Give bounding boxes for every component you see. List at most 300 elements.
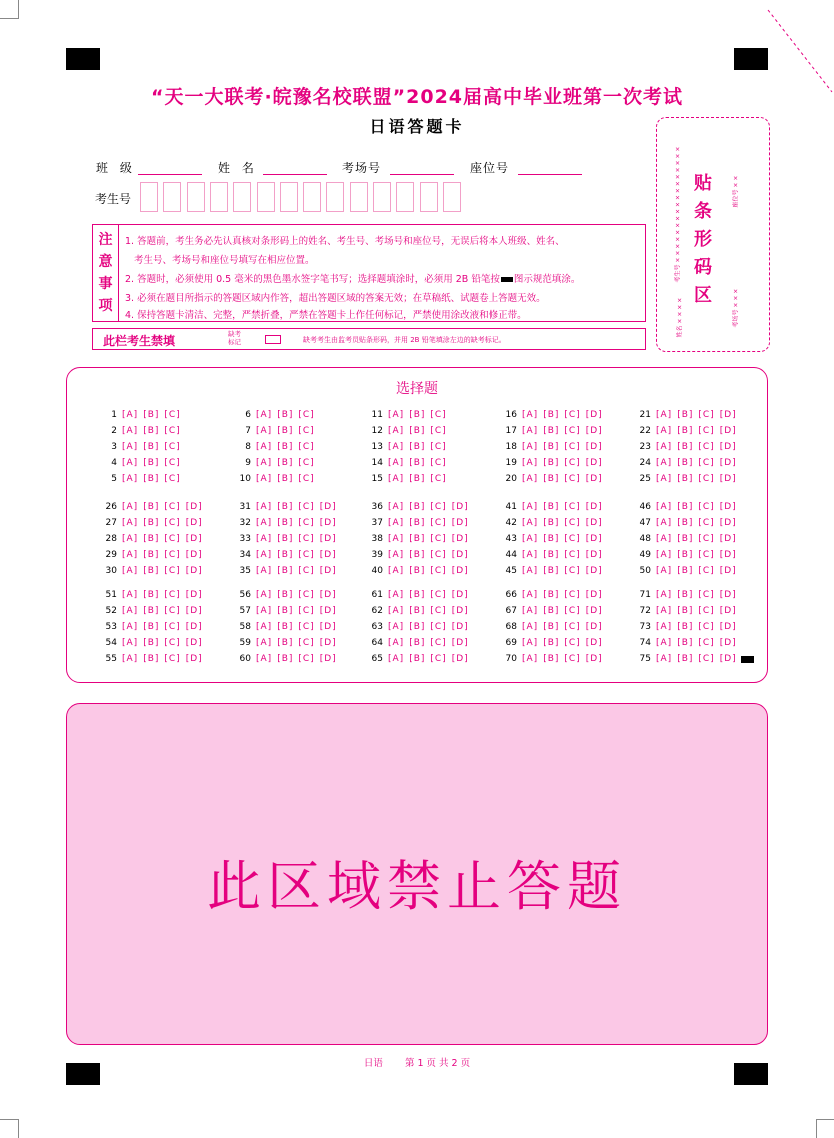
answer-bubble[interactable]: [A] (256, 442, 273, 452)
answer-bubble[interactable]: [B] (409, 502, 426, 512)
answer-bubble[interactable]: [B] (543, 426, 560, 436)
answer-bubble[interactable]: [D] (719, 426, 737, 436)
answer-bubble[interactable]: [B] (677, 606, 694, 616)
answer-bubble[interactable]: [D] (451, 654, 469, 664)
answer-bubble[interactable]: [B] (677, 654, 694, 664)
answer-bubble[interactable]: [B] (277, 502, 294, 512)
answer-bubble[interactable]: [A] (256, 534, 273, 544)
answer-bubble[interactable]: [D] (185, 566, 203, 576)
student-id-box[interactable] (187, 182, 205, 212)
answer-bubble[interactable]: [C] (564, 622, 581, 632)
answer-bubble[interactable]: [B] (277, 534, 294, 544)
answer-bubble[interactable]: [A] (388, 622, 405, 632)
answer-bubble[interactable]: [A] (656, 654, 673, 664)
answer-bubble[interactable]: [D] (185, 606, 203, 616)
student-id-box[interactable] (396, 182, 414, 212)
answer-bubble[interactable]: [C] (430, 638, 447, 648)
answer-bubble[interactable]: [D] (585, 474, 603, 484)
answer-bubble[interactable]: [A] (388, 606, 405, 616)
answer-bubble[interactable]: [D] (319, 518, 337, 528)
answer-bubble[interactable]: [C] (164, 426, 181, 436)
student-id-box[interactable] (350, 182, 368, 212)
answer-bubble[interactable]: [A] (656, 566, 673, 576)
answer-bubble[interactable]: [B] (143, 534, 160, 544)
answer-bubble[interactable]: [C] (430, 410, 447, 420)
answer-bubble[interactable]: [B] (677, 566, 694, 576)
answer-bubble[interactable]: [C] (298, 606, 315, 616)
answer-bubble[interactable]: [B] (277, 622, 294, 632)
answer-bubble[interactable]: [A] (656, 410, 673, 420)
answer-bubble[interactable]: [C] (564, 502, 581, 512)
answer-bubble[interactable]: [C] (164, 458, 181, 468)
answer-bubble[interactable]: [C] (698, 502, 715, 512)
answer-bubble[interactable]: [B] (277, 638, 294, 648)
answer-bubble[interactable]: [D] (585, 550, 603, 560)
answer-bubble[interactable]: [D] (451, 622, 469, 632)
answer-bubble[interactable]: [D] (585, 410, 603, 420)
answer-bubble[interactable]: [D] (319, 534, 337, 544)
answer-bubble[interactable]: [C] (164, 566, 181, 576)
answer-bubble[interactable]: [A] (122, 442, 139, 452)
answer-bubble[interactable]: [A] (122, 518, 139, 528)
answer-bubble[interactable]: [B] (543, 606, 560, 616)
student-id-box[interactable] (443, 182, 461, 212)
answer-bubble[interactable]: [C] (298, 474, 315, 484)
answer-bubble[interactable]: [D] (719, 566, 737, 576)
answer-bubble[interactable]: [C] (698, 550, 715, 560)
answer-bubble[interactable]: [C] (698, 458, 715, 468)
answer-bubble[interactable]: [C] (564, 654, 581, 664)
answer-bubble[interactable]: [B] (277, 410, 294, 420)
answer-bubble[interactable]: [B] (543, 550, 560, 560)
answer-bubble[interactable]: [D] (585, 442, 603, 452)
answer-bubble[interactable]: [D] (319, 606, 337, 616)
answer-bubble[interactable]: [A] (656, 606, 673, 616)
answer-bubble[interactable]: [D] (585, 606, 603, 616)
answer-bubble[interactable]: [C] (564, 474, 581, 484)
answer-bubble[interactable]: [C] (698, 410, 715, 420)
answer-bubble[interactable]: [C] (164, 622, 181, 632)
answer-bubble[interactable]: [D] (585, 426, 603, 436)
answer-bubble[interactable]: [A] (388, 426, 405, 436)
answer-bubble[interactable]: [B] (677, 442, 694, 452)
answer-bubble[interactable]: [D] (585, 534, 603, 544)
answer-bubble[interactable]: [D] (719, 502, 737, 512)
answer-bubble[interactable]: [C] (430, 566, 447, 576)
answer-bubble[interactable]: [B] (409, 654, 426, 664)
answer-bubble[interactable]: [D] (719, 590, 737, 600)
answer-bubble[interactable]: [C] (564, 442, 581, 452)
answer-bubble[interactable]: [D] (185, 654, 203, 664)
answer-bubble[interactable]: [A] (122, 534, 139, 544)
answer-bubble[interactable]: [A] (122, 410, 139, 420)
answer-bubble[interactable]: [D] (319, 590, 337, 600)
answer-bubble[interactable]: [A] (522, 534, 539, 544)
answer-bubble[interactable]: [C] (430, 550, 447, 560)
answer-bubble[interactable]: [C] (430, 442, 447, 452)
answer-bubble[interactable]: [C] (164, 590, 181, 600)
answer-bubble[interactable]: [B] (543, 474, 560, 484)
answer-bubble[interactable]: [D] (719, 534, 737, 544)
answer-bubble[interactable]: [C] (564, 410, 581, 420)
absent-mark-box[interactable] (265, 335, 281, 344)
answer-bubble[interactable]: [C] (564, 518, 581, 528)
answer-bubble[interactable]: [C] (298, 442, 315, 452)
answer-bubble[interactable]: [B] (677, 474, 694, 484)
class-field[interactable] (138, 174, 202, 175)
answer-bubble[interactable]: [A] (122, 566, 139, 576)
answer-bubble[interactable]: [A] (388, 474, 405, 484)
answer-bubble[interactable]: [C] (430, 502, 447, 512)
answer-bubble[interactable]: [A] (256, 590, 273, 600)
answer-bubble[interactable]: [B] (543, 410, 560, 420)
answer-bubble[interactable]: [D] (719, 550, 737, 560)
answer-bubble[interactable]: [B] (143, 566, 160, 576)
answer-bubble[interactable]: [D] (719, 458, 737, 468)
answer-bubble[interactable]: [D] (319, 638, 337, 648)
answer-bubble[interactable]: [A] (256, 474, 273, 484)
answer-bubble[interactable]: [A] (522, 442, 539, 452)
answer-bubble[interactable]: [C] (164, 550, 181, 560)
answer-bubble[interactable]: [D] (451, 550, 469, 560)
answer-bubble[interactable]: [C] (564, 458, 581, 468)
answer-bubble[interactable]: [A] (656, 534, 673, 544)
answer-bubble[interactable]: [A] (388, 638, 405, 648)
answer-bubble[interactable]: [A] (256, 550, 273, 560)
answer-bubble[interactable]: [A] (122, 502, 139, 512)
answer-bubble[interactable]: [D] (585, 638, 603, 648)
answer-bubble[interactable]: [C] (164, 606, 181, 616)
answer-bubble[interactable]: [C] (430, 518, 447, 528)
answer-bubble[interactable]: [C] (298, 534, 315, 544)
answer-bubble[interactable]: [D] (719, 518, 737, 528)
answer-bubble[interactable]: [C] (164, 410, 181, 420)
answer-bubble[interactable]: [C] (430, 606, 447, 616)
answer-bubble[interactable]: [A] (388, 442, 405, 452)
answer-bubble[interactable]: [C] (164, 654, 181, 664)
answer-bubble[interactable]: [D] (719, 606, 737, 616)
student-id-box[interactable] (257, 182, 275, 212)
answer-bubble[interactable]: [C] (298, 410, 315, 420)
answer-bubble[interactable]: [A] (256, 566, 273, 576)
answer-bubble[interactable]: [B] (543, 518, 560, 528)
answer-bubble[interactable]: [A] (656, 638, 673, 648)
answer-bubble[interactable]: [C] (164, 474, 181, 484)
answer-bubble[interactable]: [B] (409, 426, 426, 436)
answer-bubble[interactable]: [C] (698, 518, 715, 528)
answer-bubble[interactable]: [B] (277, 566, 294, 576)
answer-bubble[interactable]: [C] (698, 654, 715, 664)
answer-bubble[interactable]: [A] (122, 458, 139, 468)
answer-bubble[interactable]: [D] (451, 502, 469, 512)
answer-bubble[interactable]: [D] (185, 502, 203, 512)
answer-bubble[interactable]: [A] (656, 442, 673, 452)
answer-bubble[interactable]: [D] (451, 534, 469, 544)
answer-bubble[interactable]: [C] (298, 590, 315, 600)
answer-bubble[interactable]: [B] (543, 458, 560, 468)
answer-bubble[interactable]: [B] (409, 622, 426, 632)
answer-bubble[interactable]: [A] (656, 590, 673, 600)
answer-bubble[interactable]: [A] (522, 654, 539, 664)
answer-bubble[interactable]: [C] (430, 426, 447, 436)
student-id-box[interactable] (280, 182, 298, 212)
answer-bubble[interactable]: [B] (277, 474, 294, 484)
answer-bubble[interactable]: [B] (277, 458, 294, 468)
answer-bubble[interactable]: [A] (522, 458, 539, 468)
student-id-box[interactable] (420, 182, 438, 212)
answer-bubble[interactable]: [D] (585, 566, 603, 576)
answer-bubble[interactable]: [D] (719, 442, 737, 452)
answer-bubble[interactable]: [B] (143, 410, 160, 420)
answer-bubble[interactable]: [B] (409, 410, 426, 420)
name-field[interactable] (263, 174, 327, 175)
answer-bubble[interactable]: [A] (522, 606, 539, 616)
answer-bubble[interactable]: [A] (388, 410, 405, 420)
answer-bubble[interactable]: [B] (143, 638, 160, 648)
answer-bubble[interactable]: [C] (564, 566, 581, 576)
answer-bubble[interactable]: [D] (719, 622, 737, 632)
answer-bubble[interactable]: [C] (564, 426, 581, 436)
answer-bubble[interactable]: [D] (319, 502, 337, 512)
answer-bubble[interactable]: [B] (277, 518, 294, 528)
answer-bubble[interactable]: [B] (277, 654, 294, 664)
answer-bubble[interactable]: [C] (164, 638, 181, 648)
answer-bubble[interactable]: [C] (430, 474, 447, 484)
answer-bubble[interactable]: [A] (256, 622, 273, 632)
answer-bubble[interactable]: [B] (677, 426, 694, 436)
answer-bubble[interactable]: [B] (409, 638, 426, 648)
answer-bubble[interactable]: [A] (656, 474, 673, 484)
answer-bubble[interactable]: [B] (143, 502, 160, 512)
answer-bubble[interactable]: [D] (719, 474, 737, 484)
answer-bubble[interactable]: [C] (298, 566, 315, 576)
answer-bubble[interactable]: [B] (677, 622, 694, 632)
answer-bubble[interactable]: [D] (319, 622, 337, 632)
answer-bubble[interactable]: [C] (430, 590, 447, 600)
answer-bubble[interactable]: [D] (185, 590, 203, 600)
answer-bubble[interactable]: [B] (277, 550, 294, 560)
answer-bubble[interactable]: [A] (122, 590, 139, 600)
answer-bubble[interactable]: [B] (143, 518, 160, 528)
answer-bubble[interactable]: [A] (522, 622, 539, 632)
answer-bubble[interactable]: [C] (698, 590, 715, 600)
answer-bubble[interactable]: [A] (522, 426, 539, 436)
answer-bubble[interactable]: [A] (256, 606, 273, 616)
answer-bubble[interactable]: [B] (277, 590, 294, 600)
answer-bubble[interactable]: [A] (388, 458, 405, 468)
answer-bubble[interactable]: [D] (585, 502, 603, 512)
answer-bubble[interactable]: [B] (677, 518, 694, 528)
seat-field[interactable] (518, 174, 582, 175)
answer-bubble[interactable]: [B] (143, 474, 160, 484)
answer-bubble[interactable]: [D] (585, 518, 603, 528)
answer-bubble[interactable]: [B] (677, 502, 694, 512)
answer-bubble[interactable]: [B] (409, 566, 426, 576)
answer-bubble[interactable]: [C] (564, 590, 581, 600)
answer-bubble[interactable]: [A] (656, 622, 673, 632)
answer-bubble[interactable]: [D] (451, 638, 469, 648)
answer-bubble[interactable]: [B] (677, 638, 694, 648)
student-id-box[interactable] (233, 182, 251, 212)
answer-bubble[interactable]: [A] (656, 518, 673, 528)
student-id-box[interactable] (163, 182, 181, 212)
answer-bubble[interactable]: [D] (185, 638, 203, 648)
answer-bubble[interactable]: [B] (143, 442, 160, 452)
answer-bubble[interactable]: [D] (451, 590, 469, 600)
answer-bubble[interactable]: [B] (409, 474, 426, 484)
student-id-box[interactable] (373, 182, 391, 212)
answer-bubble[interactable]: [B] (277, 442, 294, 452)
room-field[interactable] (390, 174, 454, 175)
answer-bubble[interactable]: [C] (164, 518, 181, 528)
student-id-box[interactable] (140, 182, 158, 212)
answer-bubble[interactable]: [B] (143, 606, 160, 616)
answer-bubble[interactable]: [A] (656, 426, 673, 436)
answer-bubble[interactable]: [C] (698, 474, 715, 484)
answer-bubble[interactable]: [B] (143, 654, 160, 664)
answer-bubble[interactable]: [B] (543, 534, 560, 544)
answer-bubble[interactable]: [B] (143, 590, 160, 600)
answer-bubble[interactable]: [C] (164, 534, 181, 544)
answer-bubble[interactable]: [D] (585, 654, 603, 664)
answer-bubble[interactable]: [B] (409, 442, 426, 452)
answer-bubble[interactable]: [D] (585, 622, 603, 632)
answer-bubble[interactable]: [D] (319, 566, 337, 576)
answer-bubble[interactable]: [A] (522, 566, 539, 576)
answer-bubble[interactable]: [A] (122, 606, 139, 616)
answer-bubble[interactable]: [A] (388, 502, 405, 512)
answer-bubble[interactable]: [C] (698, 566, 715, 576)
answer-bubble[interactable]: [C] (698, 638, 715, 648)
answer-bubble[interactable]: [C] (430, 534, 447, 544)
answer-bubble[interactable]: [B] (543, 638, 560, 648)
answer-bubble[interactable]: [B] (543, 442, 560, 452)
answer-bubble[interactable]: [B] (409, 458, 426, 468)
answer-bubble[interactable]: [C] (564, 606, 581, 616)
answer-bubble[interactable]: [B] (409, 534, 426, 544)
answer-bubble[interactable]: [C] (298, 654, 315, 664)
answer-bubble[interactable]: [C] (564, 638, 581, 648)
answer-bubble[interactable]: [C] (698, 622, 715, 632)
answer-bubble[interactable]: [C] (298, 502, 315, 512)
student-id-box[interactable] (326, 182, 344, 212)
answer-bubble[interactable]: [D] (585, 590, 603, 600)
answer-bubble[interactable]: [B] (677, 458, 694, 468)
answer-bubble[interactable]: [A] (122, 474, 139, 484)
answer-bubble[interactable]: [C] (564, 534, 581, 544)
answer-bubble[interactable]: [B] (677, 590, 694, 600)
answer-bubble[interactable]: [A] (122, 426, 139, 436)
answer-bubble[interactable]: [A] (656, 502, 673, 512)
answer-bubble[interactable]: [C] (164, 442, 181, 452)
answer-bubble[interactable]: [B] (143, 458, 160, 468)
answer-bubble[interactable]: [C] (298, 518, 315, 528)
answer-bubble[interactable]: [B] (543, 566, 560, 576)
answer-bubble[interactable]: [C] (698, 442, 715, 452)
answer-bubble[interactable]: [C] (698, 426, 715, 436)
answer-bubble[interactable]: [D] (719, 654, 737, 664)
answer-bubble[interactable]: [A] (522, 518, 539, 528)
answer-bubble[interactable]: [C] (698, 534, 715, 544)
answer-bubble[interactable]: [A] (388, 550, 405, 560)
answer-bubble[interactable]: [A] (522, 590, 539, 600)
answer-bubble[interactable]: [B] (409, 550, 426, 560)
answer-bubble[interactable]: [A] (522, 550, 539, 560)
answer-bubble[interactable]: [A] (256, 638, 273, 648)
answer-bubble[interactable]: [B] (543, 590, 560, 600)
answer-bubble[interactable]: [D] (185, 622, 203, 632)
answer-bubble[interactable]: [B] (543, 654, 560, 664)
answer-bubble[interactable]: [B] (543, 502, 560, 512)
answer-bubble[interactable]: [A] (122, 550, 139, 560)
answer-bubble[interactable]: [A] (388, 654, 405, 664)
answer-bubble[interactable]: [A] (522, 502, 539, 512)
answer-bubble[interactable]: [A] (388, 590, 405, 600)
answer-bubble[interactable]: [D] (451, 606, 469, 616)
answer-bubble[interactable]: [C] (430, 622, 447, 632)
answer-bubble[interactable]: [C] (698, 606, 715, 616)
answer-bubble[interactable]: [B] (543, 622, 560, 632)
answer-bubble[interactable]: [A] (122, 622, 139, 632)
answer-bubble[interactable]: [C] (298, 622, 315, 632)
answer-bubble[interactable]: [C] (430, 654, 447, 664)
answer-bubble[interactable]: [A] (256, 458, 273, 468)
answer-bubble[interactable]: [B] (143, 622, 160, 632)
answer-bubble[interactable]: [D] (185, 534, 203, 544)
answer-bubble[interactable]: [A] (656, 458, 673, 468)
answer-bubble[interactable]: [C] (298, 550, 315, 560)
answer-bubble[interactable]: [C] (298, 638, 315, 648)
answer-bubble[interactable]: [A] (122, 654, 139, 664)
answer-bubble[interactable]: [D] (719, 410, 737, 420)
answer-bubble[interactable]: [A] (256, 654, 273, 664)
answer-bubble[interactable]: [B] (409, 590, 426, 600)
answer-bubble[interactable]: [B] (143, 426, 160, 436)
answer-bubble[interactable]: [A] (256, 502, 273, 512)
answer-bubble[interactable]: [B] (409, 606, 426, 616)
student-id-box[interactable] (210, 182, 228, 212)
answer-bubble[interactable]: [A] (388, 534, 405, 544)
answer-bubble[interactable]: [A] (388, 518, 405, 528)
answer-bubble[interactable]: [A] (388, 566, 405, 576)
answer-bubble[interactable]: [D] (451, 566, 469, 576)
answer-bubble[interactable]: [A] (256, 426, 273, 436)
answer-bubble[interactable]: [B] (409, 518, 426, 528)
answer-bubble[interactable]: [A] (256, 518, 273, 528)
answer-bubble[interactable]: [C] (430, 458, 447, 468)
answer-bubble[interactable]: [A] (522, 638, 539, 648)
answer-bubble[interactable]: [D] (719, 638, 737, 648)
answer-bubble[interactable]: [A] (522, 410, 539, 420)
answer-bubble[interactable]: [A] (256, 410, 273, 420)
answer-bubble[interactable]: [D] (319, 550, 337, 560)
answer-bubble[interactable]: [B] (277, 606, 294, 616)
answer-bubble[interactable]: [D] (185, 518, 203, 528)
answer-bubble[interactable]: [D] (451, 518, 469, 528)
answer-bubble[interactable]: [C] (298, 458, 315, 468)
answer-bubble[interactable]: [C] (298, 426, 315, 436)
answer-bubble[interactable]: [D] (585, 458, 603, 468)
answer-bubble[interactable]: [B] (143, 550, 160, 560)
answer-bubble[interactable]: [A] (656, 550, 673, 560)
answer-bubble[interactable]: [C] (564, 550, 581, 560)
answer-bubble[interactable]: [B] (677, 534, 694, 544)
answer-bubble[interactable]: [B] (677, 550, 694, 560)
answer-bubble[interactable]: [D] (319, 654, 337, 664)
answer-bubble[interactable]: [A] (122, 638, 139, 648)
answer-bubble[interactable]: [B] (677, 410, 694, 420)
answer-bubble[interactable]: [C] (164, 502, 181, 512)
